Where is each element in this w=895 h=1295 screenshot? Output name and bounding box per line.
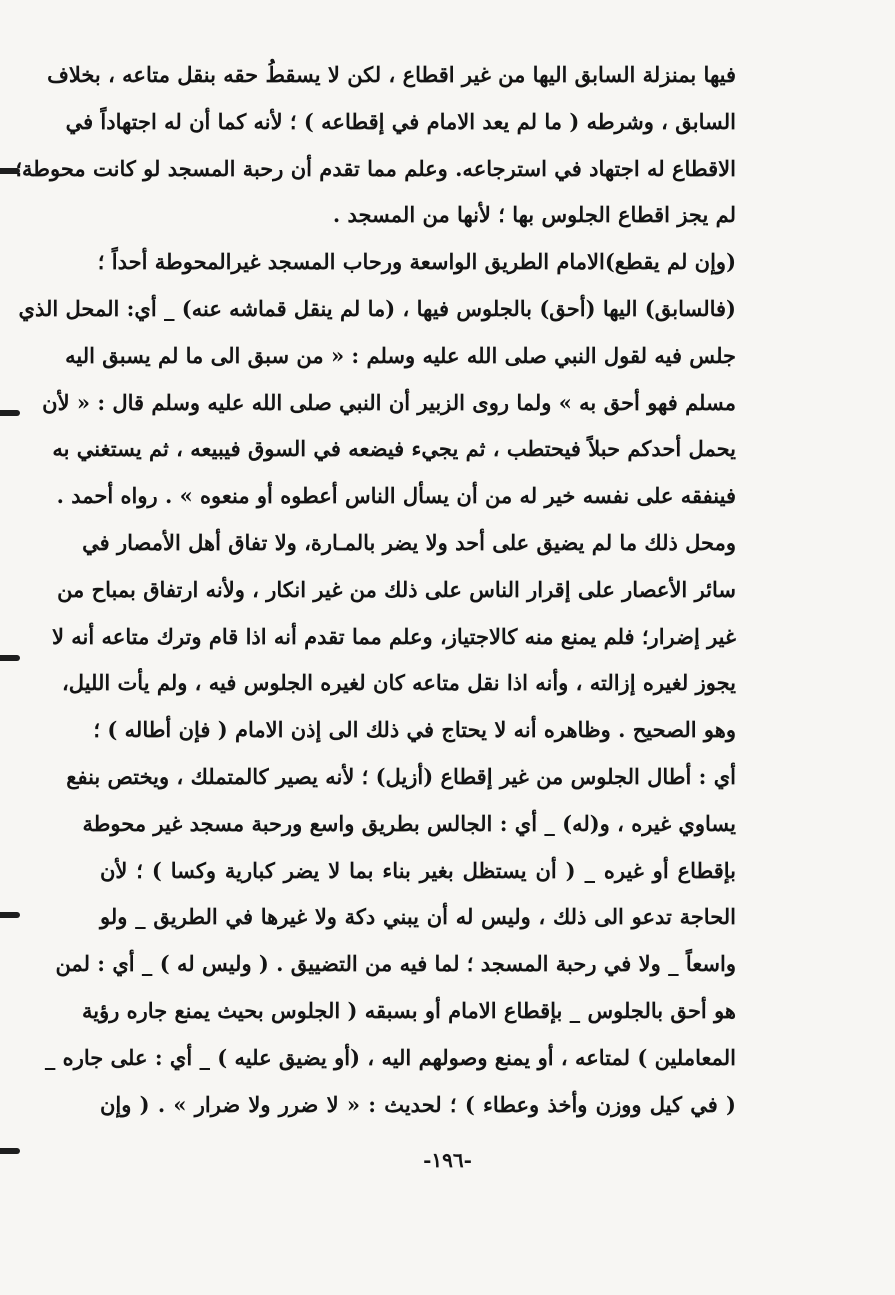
text-line: أي : أطال الجلوس من غير إقطاع (أزيل) ؛ لأنه يصير كالمتملك ، ويختص بنفع xyxy=(66,763,736,789)
text-line: الاقطاع له اجتهاد في استرجاعه. وعلم مما تقدم أن رحبة المسجد لو كانت محوطة؛ xyxy=(15,155,736,181)
scan-edge-mark xyxy=(0,655,20,661)
text-line: سائر الأعصار على إقرار الناس على ذلك من غير انكار ، ولأنه ارتفاق بمباح من xyxy=(57,576,736,602)
scan-edge-mark xyxy=(0,912,20,918)
text-line: لم يجز اقطاع الجلوس بها ؛ لأنها من المسجد . xyxy=(332,202,736,228)
text-line: يساوي غيره ، و(له) _ أي : الجالس بطريق واسع ورحبة مسجد غير محوطة xyxy=(82,810,736,836)
text-line: فينفقه على نفسه خير له من أن يسأل الناس أعطوه أو منعوه » . رواه أحمد . xyxy=(56,483,736,509)
text-line: غير إضرار؛ فلم يمنع منه كالاجتياز، وعلم مما تقدم أنه اذا قام وترك متاعه أنه لا xyxy=(52,623,736,649)
text-line: ( في كيل ووزن وأخذ وعطاء ) ؛ لحديث : « لا ضرر ولا ضرار » . ( وإن xyxy=(100,1091,736,1117)
text-line: المعاملين ) لمتاعه ، أو يمنع وصولهم اليه ، (أو يضيق عليه ) _ أي : على جاره _ xyxy=(44,1044,736,1070)
text-line: جلس فيه لقول النبي صلى الله عليه وسلم : « من سبق الى ما لم يسبق اليه xyxy=(65,342,736,368)
text-line: واسعاً _ ولا في رحبة المسجد ؛ لما فيه من التضييق . ( وليس له ) _ أي : لمن xyxy=(55,951,736,977)
text-line: ومحل ذلك ما لم يضيق على أحد ولا يضر بالمـارة، ولا تفاق أهل الأمصار في xyxy=(82,529,736,555)
text-line: فيها بمنزلة السابق اليها من غير اقطاع ، لكن لا يسقطُ حقه بنقل متاعه ، بخلاف xyxy=(47,62,736,87)
text-line: مسلم فهو أحق به » ولما روى الزبير أن النبي صلى الله عليه وسلم قال : « لأن xyxy=(42,389,736,415)
text-line: (فالسابق) اليها (أحق) بالجلوس فيها ، (ما لم ينقل قماشه عنه) _ أي: المحل الذي xyxy=(18,295,736,321)
text-line: (وإن لم يقطع)الامام الطريق الواسعة ورحاب المسجد غيرالمحوطة أحداً ؛ xyxy=(97,249,736,275)
text-line: بإقطاع أو غيره _ ( أن يستظل بغير بناء بما لا يضر كبارية وكسا ) ؛ لأن xyxy=(100,857,736,883)
text-line: هو أحق بالجلوس _ بإقطاع الامام أو بسبقه ( الجلوس بحيث يمنع جاره رؤية xyxy=(81,997,736,1023)
scan-edge-mark xyxy=(0,410,20,416)
text-line: يجوز لغيره إزالته ، وأنه اذا نقل متاعه كان لغيره الجلوس فيه ، ولم يأت الليل، xyxy=(62,670,736,696)
page-number: -١٩٦- xyxy=(423,1148,472,1172)
text-line: السابق ، وشرطه ( ما لم يعد الامام في إقطاعه ) ؛ لأنه كما أن له اجتهاداً في xyxy=(65,108,736,134)
text-line: الحاجة تدعو الى ذلك ، وليس له أن يبني دكة ولا غيرها في الطريق _ ولو xyxy=(100,904,736,930)
text-line: وهو الصحيح . وظاهره أنه لا يحتاج في ذلك الى إذن الامام ( فإن أطاله ) ؛ xyxy=(93,717,736,743)
body-text xyxy=(15,52,736,1128)
text-line: يحمل أحدكم حبلاً فيحتطب ، ثم يجيء فيضعه في السوق فيبيعه ، ثم يستغني به xyxy=(52,436,736,462)
